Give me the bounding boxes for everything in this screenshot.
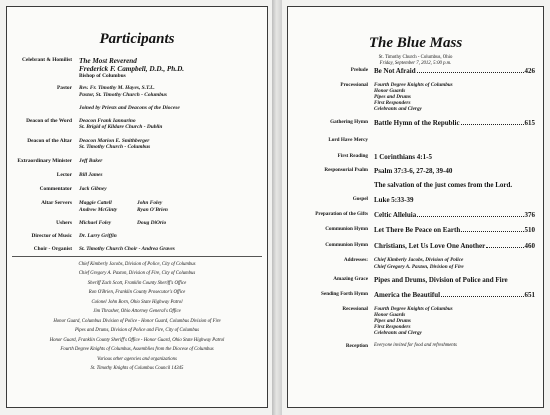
participant-line: Bishop of Columbus bbox=[79, 73, 126, 79]
mass-row-gathering-hymn bbox=[288, 119, 543, 127]
page-gutter bbox=[272, 0, 282, 415]
acknowledgement-line: Jim Thrasher, Ohio Attorney General's Office bbox=[93, 309, 181, 315]
participants-page bbox=[6, 6, 268, 408]
participant-row-deacon-word bbox=[7, 118, 267, 131]
participant-line: Frederick F. Campbell, D.D., Ph.D. bbox=[79, 65, 185, 73]
mass-subtitle bbox=[288, 55, 543, 67]
participant-line: Michael Foley bbox=[79, 219, 112, 226]
mass-title: The Blue Mass bbox=[368, 35, 463, 51]
procession-item: First Responders bbox=[374, 323, 411, 330]
mass-row-lord-have-mercy bbox=[288, 137, 543, 144]
acknowledgement-line: St. Timothy Knights of Columbus Council 14345 bbox=[90, 366, 184, 372]
participants-list bbox=[7, 57, 267, 374]
hymn-title: Battle Hymn of the Republic bbox=[374, 119, 460, 128]
role-label: Commentator bbox=[39, 185, 72, 192]
mass-part-label: Responsorial Psalm bbox=[324, 167, 368, 174]
mass-part-label: Recessional bbox=[342, 305, 368, 312]
hymn-page-number: 376 bbox=[524, 211, 535, 220]
mass-row-responsorial-psalm bbox=[288, 167, 543, 175]
acknowledgement-line: Chief Kimberly Jacobs, Division of Police, City of Columbus bbox=[78, 261, 196, 267]
scripture-reference: Luke 5:33-39 bbox=[374, 196, 414, 205]
participant-line: Doug DiOrio bbox=[137, 219, 167, 226]
leader-dots bbox=[461, 123, 524, 125]
participant-line: Deacon Marion E. Smithberger bbox=[79, 137, 150, 144]
mass-part-label: Gathering Hymn bbox=[330, 119, 368, 126]
mass-row-gospel bbox=[288, 196, 543, 204]
hymn-title: America the Beautiful bbox=[374, 290, 441, 299]
role-label: Deacon of the Altar bbox=[27, 137, 72, 144]
scripture-reference: 1 Corinthians 4:1-5 bbox=[374, 153, 432, 162]
order-of-mass-page bbox=[287, 6, 544, 408]
leader-dots bbox=[417, 71, 524, 73]
section-divider bbox=[12, 256, 262, 257]
acknowledgement-line: Ron O'Brien, Franklin County Prosecutor's Office bbox=[88, 290, 186, 296]
order-of-mass-list bbox=[288, 67, 543, 350]
mass-part-label: Lord Have Mercy bbox=[328, 137, 368, 144]
hymn-page-number: 426 bbox=[524, 67, 535, 75]
mass-row-recessional bbox=[288, 306, 543, 336]
hymn-page-number: 615 bbox=[524, 119, 535, 128]
mass-row-preparation-of-gifts bbox=[288, 211, 543, 219]
mass-part-label: Communion Hymn bbox=[325, 242, 368, 249]
address-speaker: Chief Gregory A. Paxton, Division of Fire bbox=[374, 263, 464, 270]
participant-line: Dr. Larry Griffin bbox=[79, 233, 117, 240]
participant-row-clergy bbox=[7, 105, 267, 111]
participant-line: Jack Gibney bbox=[79, 185, 107, 192]
procession-item: Honor Guards bbox=[374, 88, 406, 95]
mass-row-psalm-response bbox=[288, 181, 543, 189]
participant-line: Joined by Priests and Deacons of the Diocese bbox=[79, 104, 180, 111]
participant-row-deacon-altar bbox=[7, 138, 267, 151]
mass-part-label: Reception bbox=[345, 343, 368, 350]
mass-row-amazing-grace bbox=[288, 276, 543, 284]
acknowledgement-line: Honor Guard, Franklin County Sheriff's Office - Honor Guard, Ohio State Highway Patrol bbox=[49, 337, 225, 343]
mass-date: Friday, September 7, 2012, 5:00 p.m. bbox=[379, 61, 452, 66]
procession-item: First Responders bbox=[374, 100, 411, 107]
mass-part-label: Processional bbox=[340, 82, 368, 88]
psalm-response: The salvation of the just comes from the Lord. bbox=[374, 181, 513, 190]
role-label: Choir - Organist bbox=[33, 246, 72, 253]
mass-row-communion-hymn-1 bbox=[288, 226, 543, 234]
participant-row-lector bbox=[7, 172, 267, 178]
participant-row-ushers bbox=[7, 220, 267, 226]
procession-item: Fourth Degree Knights of Columbus bbox=[374, 305, 453, 312]
scripture-reference: Psalm 37:3-6, 27-28, 39-40 bbox=[374, 167, 453, 176]
participant-line: John Foley bbox=[137, 200, 163, 207]
role-label: Extraordinary Minister bbox=[17, 158, 72, 165]
acknowledgement-line: Colonel John Born, Ohio State Highway Patrol bbox=[91, 299, 183, 305]
mass-row-communion-hymn-2 bbox=[288, 242, 543, 250]
procession-item: Pipes and Drums bbox=[374, 94, 411, 101]
mass-location: St. Timothy Church - Columbus, Ohio bbox=[378, 55, 453, 60]
participant-line: Pastor, St. Timothy Church - Columbus bbox=[79, 91, 168, 98]
mass-row-reception bbox=[288, 343, 543, 350]
participant-row-pastor bbox=[7, 85, 267, 98]
role-label: Pastor bbox=[57, 85, 72, 92]
procession-item: Celebrants and Clergy bbox=[374, 106, 422, 113]
participants-title: Participants bbox=[99, 31, 175, 47]
role-label: Director of Music bbox=[31, 233, 72, 240]
participant-row-commentator bbox=[7, 186, 267, 192]
leader-dots bbox=[441, 295, 523, 297]
participant-line: Jeff Baker bbox=[79, 158, 103, 165]
mass-part-label: Amazing Grace bbox=[333, 275, 368, 282]
acknowledgement-line: Various other agencies and organizations bbox=[97, 356, 177, 362]
acknowledgement-line: Chief Gregory A. Paxton, Division of Fire, City of Columbus bbox=[78, 271, 196, 277]
participant-row-music-director bbox=[7, 233, 267, 239]
acknowledgement-line: Fourth Degree Knights of Columbus, Assemblies from the Diocese of Columbus bbox=[60, 347, 214, 353]
participant-line: Bill James bbox=[79, 171, 103, 178]
mass-row-processional bbox=[288, 82, 543, 112]
participant-line: Ryan O'Brien bbox=[137, 206, 168, 213]
procession-item: Honor Guards bbox=[374, 311, 406, 318]
mass-row-addresses bbox=[288, 257, 543, 269]
hymn-title: Let There Be Peace on Earth bbox=[374, 226, 461, 235]
leader-dots bbox=[417, 215, 523, 217]
participant-line: St. Brigid of Kildare Church - Dublin bbox=[79, 124, 163, 131]
mass-row-first-reading bbox=[288, 153, 543, 161]
participant-line: Andrew McGinty bbox=[79, 206, 118, 213]
performer: Pipes and Drums, Division of Police and Fire bbox=[374, 275, 508, 284]
address-speaker: Chief Kimberly Jacobs, Division of Police bbox=[374, 257, 464, 264]
hymn-title: Be Not Afraid bbox=[374, 67, 416, 75]
mass-row-prelude bbox=[288, 67, 543, 75]
acknowledgement-line: Honor Guard, Columbus Division of Police - Honor Guard, Columbus Division of Fire bbox=[53, 318, 221, 324]
mass-part-label: Gospel bbox=[352, 196, 368, 203]
mass-part-label: First Reading bbox=[337, 153, 368, 160]
role-label: Deacon of the Word bbox=[26, 118, 72, 125]
leader-dots bbox=[461, 230, 523, 232]
hymn-title: Celtic Alleluia bbox=[374, 211, 417, 220]
participant-row-celebrant bbox=[7, 57, 267, 79]
hymn-page-number: 651 bbox=[524, 290, 535, 299]
leader-dots bbox=[486, 246, 523, 248]
procession-item: Pipes and Drums bbox=[374, 317, 411, 324]
mass-row-sending-forth-hymn bbox=[288, 291, 543, 299]
hymn-page-number: 510 bbox=[524, 226, 535, 235]
procession-item: Fourth Degree Knights of Columbus bbox=[374, 82, 453, 88]
participant-line: St. Timothy Church - Columbus bbox=[79, 144, 151, 151]
participant-line: Maggie Cattell bbox=[79, 200, 112, 207]
role-label: Altar Servers bbox=[41, 200, 72, 207]
hymn-page-number: 460 bbox=[524, 242, 535, 251]
mass-part-label: Sending Forth Hymn bbox=[321, 290, 368, 297]
procession-item: Celebrants and Clergy bbox=[374, 330, 422, 337]
role-label: Celebrant & Homilist bbox=[21, 57, 72, 63]
acknowledgements-list bbox=[7, 260, 267, 374]
participant-line: The Most Reverend bbox=[79, 57, 137, 65]
participant-row-choir bbox=[7, 246, 267, 252]
participant-row-minister bbox=[7, 158, 267, 164]
mass-part-label: Communion Hymn bbox=[325, 226, 368, 233]
acknowledgement-line: Sheriff Zach Scott, Franklin County Sheriff's Office bbox=[87, 280, 187, 286]
mass-part-label: Addresses: bbox=[343, 257, 368, 264]
role-label: Lector bbox=[56, 171, 72, 178]
role-label: Ushers bbox=[56, 219, 72, 226]
mass-part-label: Prelude bbox=[350, 67, 368, 73]
participant-row-altar-servers bbox=[7, 200, 267, 213]
participant-line: St. Timothy Church Choir - Andrea Graves bbox=[79, 246, 175, 253]
participant-line: Rev. Fr. Timothy M. Hayes, S.T.L. bbox=[79, 85, 155, 92]
reception-note: Everyone invited for food and refreshments bbox=[374, 343, 457, 349]
participant-line: Deacon Frank Iannarino bbox=[79, 118, 136, 125]
hymn-title: Christians, Let Us Love One Another bbox=[374, 242, 486, 251]
acknowledgement-line: Pipes and Drums, Division of Police and Fire, City of Columbus bbox=[75, 328, 199, 334]
mass-part-label: Preparation of the Gifts bbox=[315, 211, 368, 218]
